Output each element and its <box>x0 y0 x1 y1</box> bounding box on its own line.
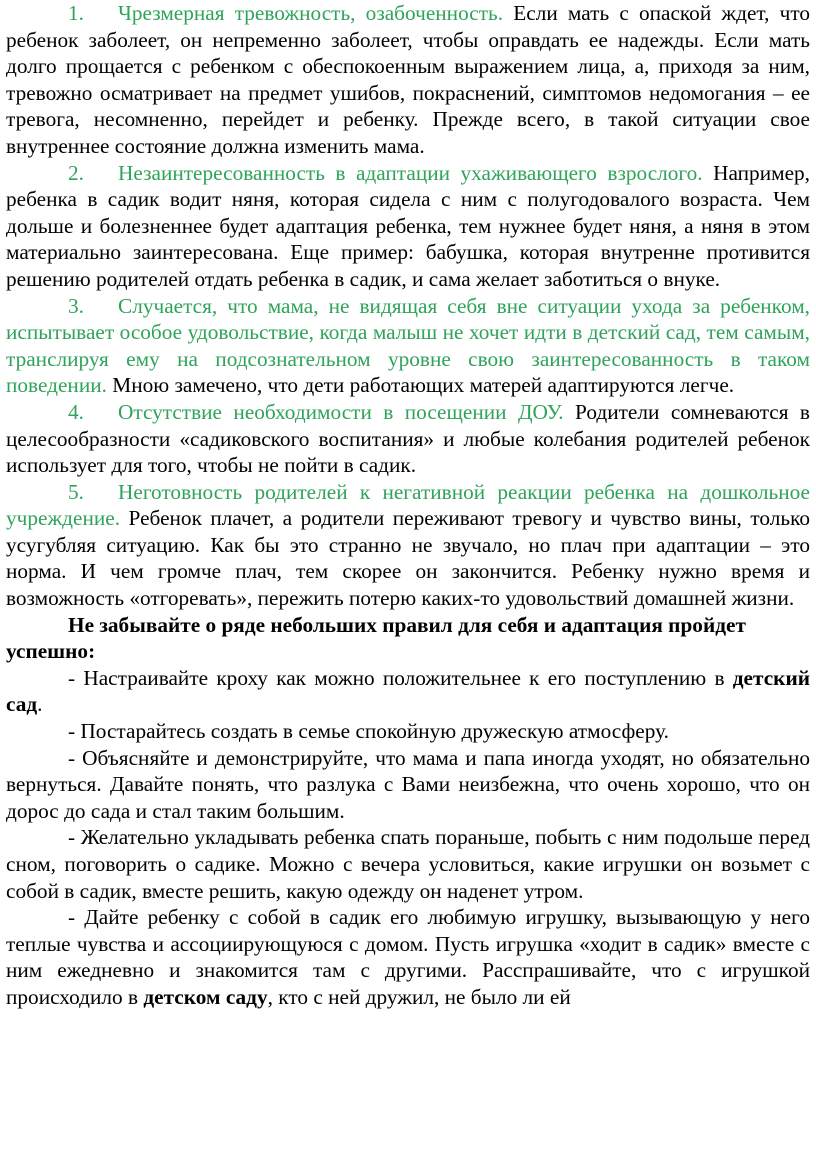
list-number: 3. <box>68 293 84 318</box>
list-item <box>6 479 810 612</box>
list-item-text: Мною замечено, что дети работающих матерей адаптируются легче. <box>106 373 735 398</box>
list-item-heading: Чрезмерная тревожность, озабоченность. <box>118 1 504 25</box>
rule-bold-text: детский сад <box>6 665 810 717</box>
list-item-text: Если мать с опаской ждет, что ребенок заболеет, он непременно заболеет, чтобы оправдать ее надежды. Если мать долго прощается с ребенком с обеспокоенным выражением лица, а, приходя за ним, тревожно осматривает на предмет ушибов, покраснений, симптомов недомогания – ее тревога, несомненно, перейдет и ребенку. Прежде всего, в такой ситуации свое внутреннее состояние должна изменить мама. <box>6 1 810 158</box>
rule-text: - Настраивайте кроху как можно положительнее к его поступлению в <box>68 665 733 690</box>
list-item-text: Ребенок плачет, а родители переживают тревогу и чувство вины, только усугубляя ситуацию. Как бы это странно не звучало, но плач при адаптации – это норма. И чем громче плач, тем скорее он закончится. Ребенку нужно время и возможность «отгоревать», пережить потерю каких-то удовольствий домашней жизни. <box>6 506 810 611</box>
list-item <box>6 160 810 293</box>
list-number: 5. <box>68 479 84 504</box>
list-item-heading: Неготовность родителей к негативной реакции ребенка на дошкольное учреждение. <box>6 479 810 531</box>
list-item <box>6 0 810 160</box>
list-number: 2. <box>68 160 84 185</box>
list-item-heading: Незаинтересованность в адаптации ухаживающего взрослого. <box>118 160 703 185</box>
list-item-heading: Случается, что мама, не видящая себя вне ситуации ухода за ребенком, испытывает особое удовольствие, когда малыш не хочет идти в детский сад, тем самым, транслируя ему на подсознательном уровне свою заинтересованность в таком поведении. <box>6 293 810 398</box>
list-item-heading: Отсутствие необходимости в посещении ДОУ. <box>118 399 564 424</box>
rules-heading: Не забывайте о ряде небольших правил для себя и адаптация пройдет успешно: <box>6 612 746 664</box>
list-item <box>6 399 810 479</box>
rule-paragraph <box>6 904 810 1010</box>
rule-paragraph: - Желательно укладывать ребенка спать пораньше, побыть с ним подольше перед сном, поговорить о садике. Можно с вечера условиться, какие игрушки он возьмет с собой в садик, вместе решить, какую одежду он наденет утром. <box>6 825 810 903</box>
rule-paragraph: - Постарайтесь создать в семье спокойную дружескую атмосферу. <box>68 719 669 744</box>
list-number: 4. <box>68 399 84 424</box>
rule-text: , кто с ней дружил, не было ли ей <box>267 984 571 1009</box>
list-item-text: Родители сомневаются в целесообразности «садиковского воспитания» и любые колебания родителей ребенок использует для того, чтобы не пойти в садик. <box>6 399 810 478</box>
list-item <box>6 293 810 399</box>
list-number: 1. <box>68 1 84 25</box>
rule-paragraph <box>6 665 810 718</box>
list-item-text: Например, ребенка в садик водит няня, которая сидела с ним с полугодовалого возраста. Чем дольше и болезненнее будет адаптация ребенка, тем нужнее будет няня, а няня в этом материально заинтересована. Еще пример: бабушка, которая внутренне противится решению родителей отдать ребенка в садик, и сама желает заботиться о внуке. <box>6 160 810 291</box>
rule-text: - Дайте ребенку с собой в садик его любимую игрушку, вызывающую у него теплые чувства и ассоциирующуюся с домом. Пусть игрушка «ходит в садик» вместе с ним ежедневно и знакомится там с другими. Расспрашивайте, что с игрушкой происходило в <box>6 905 810 1009</box>
rule-text: . <box>37 692 43 717</box>
rule-paragraph: - Объясняйте и демонстрируйте, что мама и папа иногда уходят, но обязательно вернуться. Давайте понять, что разлука с Вами неизбежна, что очень хорошо, что он дорос до сада и стал таким большим. <box>6 745 810 823</box>
rule-bold-text: детском саду <box>143 984 268 1009</box>
